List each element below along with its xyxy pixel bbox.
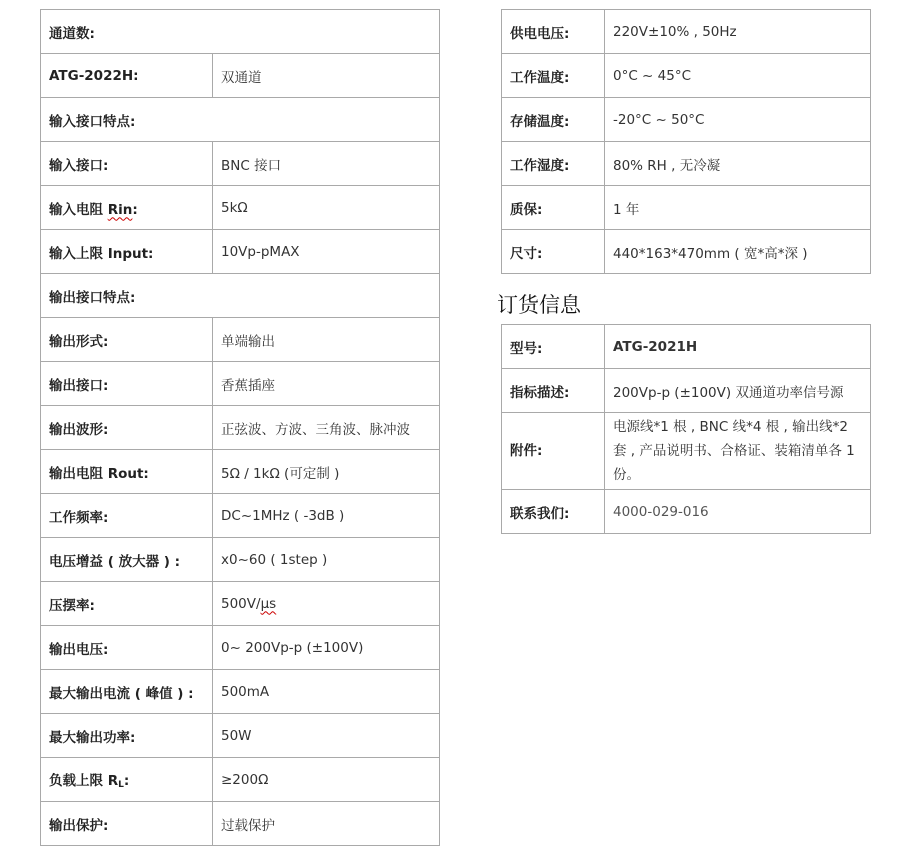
spec-value: 500mA bbox=[213, 670, 440, 714]
table-row bbox=[502, 10, 871, 54]
table-row bbox=[41, 758, 440, 802]
spec-value: 单端输出 bbox=[213, 318, 440, 362]
spec-label: 工作温度: bbox=[502, 54, 605, 98]
spec-label: 指标描述: bbox=[502, 369, 605, 413]
spec-label: 最大输出功率: bbox=[41, 714, 213, 758]
table-row bbox=[41, 318, 440, 362]
spec-value: 双通道 bbox=[213, 54, 440, 98]
label-text: 负载上限 R bbox=[49, 773, 119, 789]
spec-table-left bbox=[40, 9, 440, 846]
spellcheck-word: μs bbox=[260, 595, 277, 612]
spec-label: 附件: bbox=[502, 413, 605, 490]
table-row bbox=[502, 325, 871, 369]
table-row bbox=[502, 490, 871, 534]
table-row bbox=[41, 582, 440, 626]
table-row bbox=[41, 10, 440, 54]
spec-label: 输出保护: bbox=[41, 802, 213, 846]
table-row bbox=[502, 369, 871, 413]
table-row bbox=[41, 54, 440, 98]
table-row bbox=[41, 362, 440, 406]
spec-value: ≥200Ω bbox=[213, 758, 440, 802]
table-row bbox=[502, 230, 871, 274]
order-info-table bbox=[501, 324, 871, 534]
spec-value: 1 年 bbox=[605, 186, 871, 230]
table-row bbox=[41, 186, 440, 230]
spec-label: 输出电压: bbox=[41, 626, 213, 670]
spec-value: 0~ 200Vp-p (±100V) bbox=[213, 626, 440, 670]
spec-value: 正弦波、方波、三角波、脉冲波 bbox=[213, 406, 440, 450]
table-row bbox=[502, 186, 871, 230]
table-row bbox=[41, 406, 440, 450]
spec-value: 10Vp-pMAX bbox=[213, 230, 440, 274]
spec-value: 440*163*470mm ( 宽*高*深 ) bbox=[605, 230, 871, 274]
table-row bbox=[41, 626, 440, 670]
spec-label: 输出电阻 Rout: bbox=[41, 450, 213, 494]
spec-label: 压摆率: bbox=[41, 582, 213, 626]
table-row bbox=[502, 54, 871, 98]
spec-value: 500V/μs bbox=[213, 582, 440, 626]
section-header: 通道数: bbox=[41, 10, 440, 54]
spec-label: 质保: bbox=[502, 186, 605, 230]
spec-label: 最大输出电流 ( 峰值 ) : bbox=[41, 670, 213, 714]
spec-value: 过载保护 bbox=[213, 802, 440, 846]
table-row bbox=[41, 802, 440, 846]
table-row bbox=[502, 142, 871, 186]
spec-value: BNC 接口 bbox=[213, 142, 440, 186]
spec-label: 型号: bbox=[502, 325, 605, 369]
spec-value: 200Vp-p (±100V) 双通道功率信号源 bbox=[605, 369, 871, 413]
spec-label: 输入接口: bbox=[41, 142, 213, 186]
table-row bbox=[41, 142, 440, 186]
table-row bbox=[41, 714, 440, 758]
spec-label: 工作湿度: bbox=[502, 142, 605, 186]
spec-label: 电压增益 ( 放大器 ) : bbox=[41, 538, 213, 582]
spellcheck-word: Rin bbox=[107, 201, 133, 218]
spec-label bbox=[41, 758, 213, 802]
spec-value: 80% RH , 无冷凝 bbox=[605, 142, 871, 186]
spec-label: 输入上限 Input: bbox=[41, 230, 213, 274]
spec-value: 香蕉插座 bbox=[213, 362, 440, 406]
spec-label: 输出形式: bbox=[41, 318, 213, 362]
spec-value: 50W bbox=[213, 714, 440, 758]
table-row bbox=[502, 413, 871, 490]
spec-value: 5Ω / 1kΩ (可定制 ) bbox=[213, 450, 440, 494]
accessories-value: 电源线*1 根 , BNC 线*4 根 , 输出线*2 套 , 产品说明书、合格证、装箱清单各 1 份。 bbox=[605, 413, 871, 490]
spec-label: 供电电压: bbox=[502, 10, 605, 54]
spec-label: 尺寸: bbox=[502, 230, 605, 274]
table-row bbox=[502, 98, 871, 142]
table-row bbox=[41, 274, 440, 318]
spec-label: 联系我们: bbox=[502, 490, 605, 534]
table-row bbox=[41, 98, 440, 142]
table-row bbox=[41, 670, 440, 714]
table-row bbox=[41, 450, 440, 494]
spec-value: 0°C ~ 45°C bbox=[605, 54, 871, 98]
table-row bbox=[41, 230, 440, 274]
spec-value: x0~60 ( 1step ) bbox=[213, 538, 440, 582]
spec-label: 工作频率: bbox=[41, 494, 213, 538]
contact-phone: 4000-029-016 bbox=[605, 490, 871, 534]
section-header: 输出接口特点: bbox=[41, 274, 440, 318]
spec-value: DC~1MHz ( -3dB ) bbox=[213, 494, 440, 538]
order-info-heading: 订货信息 bbox=[497, 293, 581, 317]
spec-value: 5kΩ bbox=[213, 186, 440, 230]
model-value: ATG-2021H bbox=[605, 325, 871, 369]
spec-value: 220V±10% , 50Hz bbox=[605, 10, 871, 54]
spec-table-right bbox=[501, 9, 871, 274]
spec-label: 输入电阻 Rin: bbox=[41, 186, 213, 230]
section-header: 输入接口特点: bbox=[41, 98, 440, 142]
spec-value: -20°C ~ 50°C bbox=[605, 98, 871, 142]
spec-label: 输出接口: bbox=[41, 362, 213, 406]
label-subscript: L bbox=[118, 780, 124, 790]
spec-label: ATG-2022H: bbox=[41, 54, 213, 98]
table-row bbox=[41, 538, 440, 582]
label-suffix: : bbox=[123, 773, 130, 789]
spec-label: 存储温度: bbox=[502, 98, 605, 142]
table-row bbox=[41, 494, 440, 538]
spec-label: 输出波形: bbox=[41, 406, 213, 450]
